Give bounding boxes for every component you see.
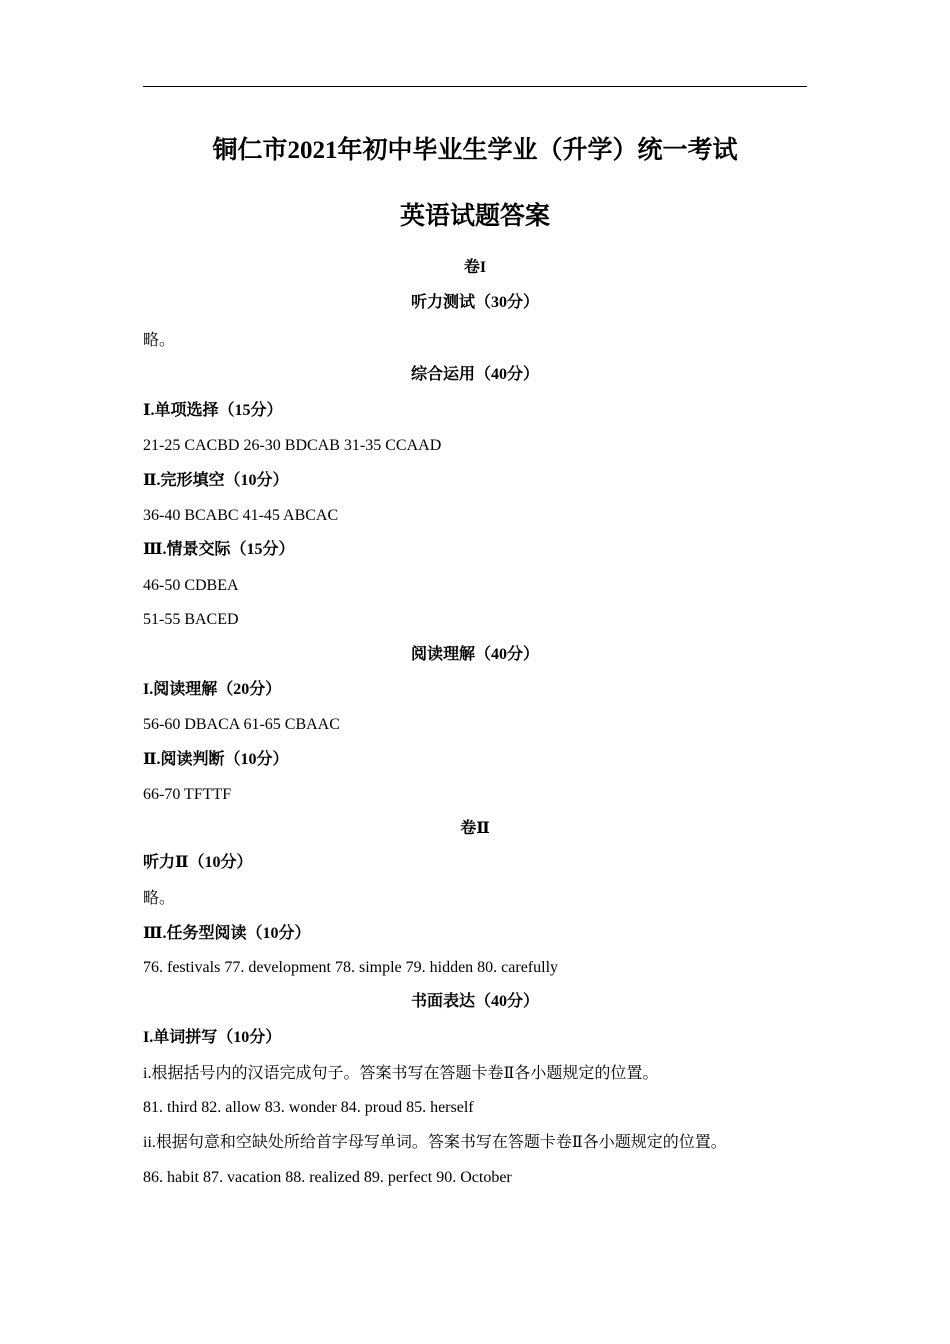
section-cloze: Ⅱ.完形填空（10分）	[143, 472, 289, 489]
section-single-choice: Ⅰ.单项选择（15分）	[143, 402, 283, 419]
comprehensive-heading: 综合运用（40分）	[410, 366, 539, 383]
answer-reading: 56-60 DBACA 61-65 CBAAC	[143, 716, 340, 733]
listening-heading: 听力测试（30分）	[410, 294, 539, 311]
section-task-reading: Ⅲ.任务型阅读（10分）	[143, 925, 311, 942]
answer-judgement: 66-70 TFTTF	[143, 786, 232, 803]
section-spelling: I.单词拼写（10分）	[143, 1029, 282, 1046]
page-subtitle: 英语试题答案	[399, 203, 550, 230]
answer-spelling-1: 81. third 82. allow 83. wonder 84. proud 85. herself	[143, 1099, 474, 1116]
answer-task-reading: 76. festivals 77. development 78. simple 79. hidden 80. carefully	[143, 959, 559, 976]
section-judgement: Ⅱ.阅读判断（10分）	[143, 751, 289, 768]
writing-heading: 书面表达（40分）	[410, 993, 539, 1010]
listening2-answer: 略。	[143, 890, 176, 907]
listening2-heading: 听力Ⅱ（10分）	[143, 854, 253, 871]
answer-cloze: 36-40 BCABC 41-45 ABCAC	[143, 507, 339, 524]
section-dialogue: Ⅲ.情景交际（15分）	[143, 541, 295, 558]
top-rule	[143, 86, 807, 87]
answer-spelling-2: 86. habit 87. vacation 88. realized 89. perfect 90. October	[143, 1169, 512, 1186]
volume1-heading: 卷I	[463, 259, 487, 276]
spelling-instruction-2: ii.根据句意和空缺处所给首字母写单词。答案书写在答题卡卷Ⅱ各小题规定的位置。	[143, 1134, 727, 1151]
answer-dialogue-1: 46-50 CDBEA	[143, 577, 239, 594]
page-title: 铜仁市2021年初中毕业生学业（升学）统一考试	[212, 137, 738, 164]
answer-dialogue-2: 51-55 BACED	[143, 611, 239, 628]
answer-single-choice: 21-25 CACBD 26-30 BDCAB 31-35 CCAAD	[143, 437, 442, 454]
spelling-instruction-1: i.根据括号内的汉语完成句子。答案书写在答题卡卷Ⅱ各小题规定的位置。	[143, 1065, 659, 1082]
section-reading: I.阅读理解（20分）	[143, 681, 282, 698]
reading-heading: 阅读理解（40分）	[410, 646, 539, 663]
listening-answer: 略。	[143, 332, 176, 349]
volume2-heading: 卷Ⅱ	[460, 820, 490, 837]
